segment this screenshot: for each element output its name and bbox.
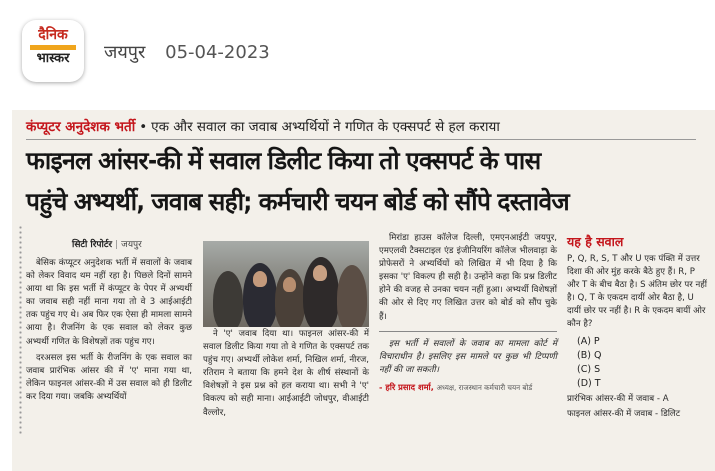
option-item: (B) Q bbox=[577, 349, 602, 361]
col1-paragraph-1: बेसिक कंप्यूटर अनुदेशक भर्ती में सवालों के जवाब को लेकर विवाद थम नहीं रहा है। पिछले दिनों सामने आया था कि इस भर्ती में कंप्यूटर के पेपर में अभ्यर्थी का जवाब सही नहीं माना गया तो वे 3 आईआईटी तक पहुंच गए थे। अब फिर एक ऐसा ही मामला सामने आया है। रीजनिंग के एक सवाल को लेकर कुछ अभ्यर्थी गणित के विशेषज्ञों तक पहुंच गए। bbox=[26, 258, 192, 347]
newspaper-clipping bbox=[12, 110, 715, 471]
photo-figure bbox=[337, 265, 367, 327]
headline-line-1: फाइनल आंसर-की में सवाल डिलीट किया तो एक्सपर्ट के पास bbox=[26, 146, 541, 175]
col3-paragraph-1: मिरांडा हाउस कॉलेज दिल्ली, एमएनआईटी जयपुर, एमएलवी टैक्सटाइल एंड इंजीनियरिंग कॉलेज भीलवाड़ा के प्रोफेसरों ने अभ्यर्थियों को लिखित में भी दिया है कि इसका 'ए' विकल्प ही सही है। उन्होंने कहा कि प्रश्न डिलीट होने की वजह से उनका चयन नहीं हुआ। अभ्यर्थी विशेषज्ञों की ओर से दिए गए लिखित उत्तर को बोर्ड को सौंप चुके हैं। bbox=[379, 233, 557, 322]
sidebar-answer-initial: प्रारंभिक आंसर-की में जवाब - A bbox=[567, 393, 669, 404]
headline-line-2: पहुंचे अभ्यर्थी, जवाब सही; कर्मचारी चयन बोर्ड को सौंपे दस्तावेज bbox=[26, 187, 570, 216]
sidebar-options bbox=[577, 335, 707, 391]
article-column-1 bbox=[26, 257, 192, 407]
quote-designation: अध्यक्ष, राजस्थान कर्मचारी चयन बोर्ड bbox=[436, 382, 533, 392]
kicker-label: कंप्यूटर अनुदेशक भर्ती bbox=[26, 119, 136, 135]
logo-text-top: दैनिक bbox=[38, 27, 68, 43]
byline-reporter: सिटी रिपोर्टर bbox=[72, 240, 113, 250]
col1-paragraph-2: दरअसल इस भर्ती के रीजनिंग के एक सवाल का जवाब प्रारंभिक आंसर की में 'ए' माना गया था, लेकिन फाइनल आंसर-की में उस सवाल को ही डिलीट कर दिया गया। जबकि अभ्यर्थियों bbox=[26, 352, 192, 402]
photo-figure bbox=[213, 271, 243, 327]
kicker-line bbox=[26, 117, 500, 135]
byline-separator: | bbox=[115, 240, 119, 250]
sidebar-title: यह है सवाल bbox=[567, 234, 624, 249]
photo-face bbox=[253, 271, 267, 287]
quote-attribution bbox=[379, 381, 557, 394]
edition-dateline bbox=[104, 40, 270, 64]
byline bbox=[72, 237, 142, 250]
article-column-3 bbox=[379, 232, 557, 394]
sidebar-question: P, Q, R, S, T और U एक पंक्ति में उत्तर दिशा की ओर मुंह करके बैठे हुए हैं। R, P और T के बीच बैठा है। S अंतिम छोर पर नहीं है। Q, T के एकदम दायीं ओर बैठा है, U दायीं छोर पर नहीं है। R के एकदम बायीं ओर कौन है? bbox=[567, 254, 708, 330]
logo-text-bottom: भास्कर bbox=[36, 51, 70, 66]
option-item: (C) S bbox=[577, 363, 601, 375]
edition-city: जयपुर bbox=[104, 42, 146, 63]
edition-date: 05-04-2023 bbox=[165, 42, 270, 63]
kicker-bullet-icon: • bbox=[139, 119, 148, 135]
byline-place: जयपुर bbox=[121, 240, 142, 250]
dainik-bhaskar-logo[interactable] bbox=[22, 20, 84, 82]
headline bbox=[26, 140, 706, 222]
photo-face bbox=[313, 265, 327, 281]
article-column-2 bbox=[203, 328, 369, 423]
option-item: (A) P bbox=[577, 335, 600, 347]
app-header bbox=[0, 0, 715, 110]
photo-face bbox=[283, 277, 296, 292]
sidebar-answer-final: फाइनल आंसर-की में जवाब - डिलिट bbox=[567, 408, 681, 419]
col2-paragraph-1: ने 'ए' जवाब दिया था। फाइनल आंसर-की में सवाल डिलीट किया गया तो वे गणित के एक्सपर्ट तक पहुंच गए। अभ्यर्थी लोकेश शर्मा, निखिल शर्मा, नीरज, रतिराम ने बताया कि हमने देश के शीर्ष संस्थानों के विशेषज्ञों ने इस प्रश्न को हल कराया था। सभी ने 'ए' विकल्प को सही माना। आईआईटी जोधपुर, वीआईटी वैल्लोर, bbox=[203, 329, 369, 418]
quote-divider bbox=[379, 331, 557, 332]
margin-dots-decoration bbox=[18, 225, 23, 435]
kicker-text: एक और सवाल का जवाब अभ्यर्थियों ने गणित के एक्सपर्ट से हल कराया bbox=[151, 119, 500, 135]
students-photo bbox=[203, 241, 369, 327]
option-item: (D) T bbox=[577, 377, 601, 389]
logo-accent-bar bbox=[30, 45, 76, 50]
quote-text: इस भर्ती में सवालों के जवाब का मामला कोर्ट में विचाराधीन है। इसलिए इस मामले पर कुछ भी टिप्पणी नहीं की जा सकती। bbox=[379, 338, 557, 375]
question-sidebar bbox=[567, 233, 707, 421]
quote-name: - हरि प्रसाद शर्मा, bbox=[379, 381, 434, 392]
